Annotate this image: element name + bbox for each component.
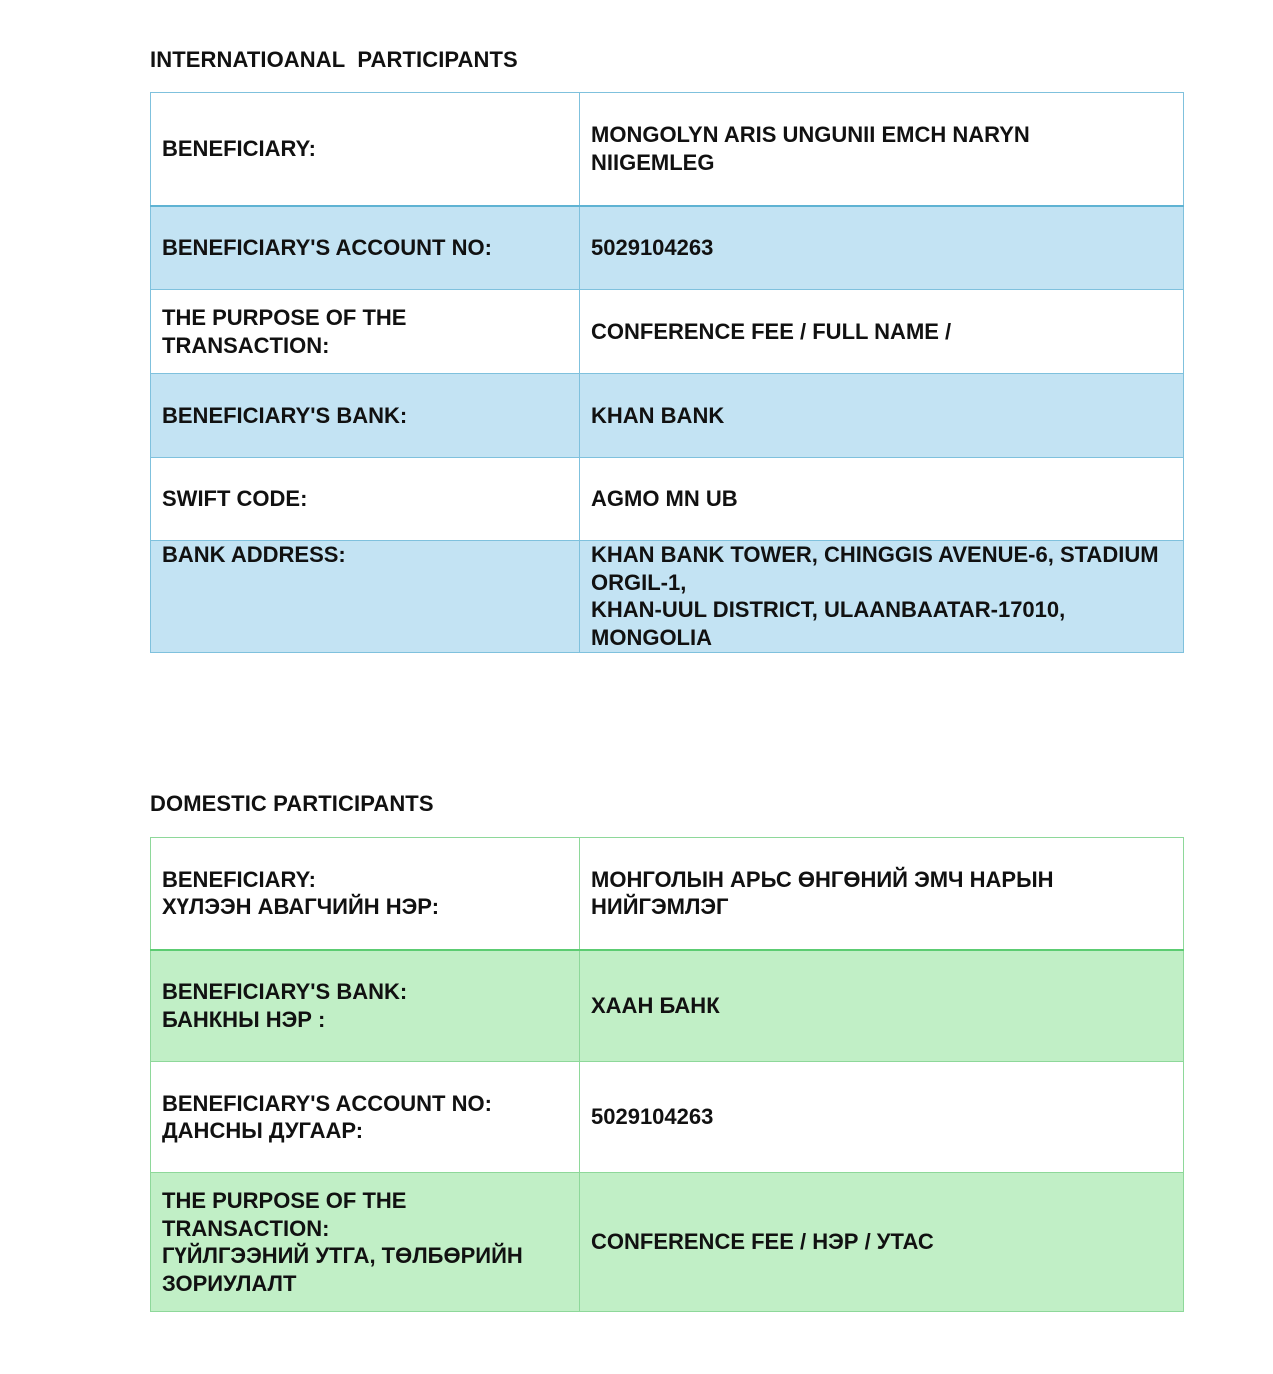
- table-row-swift-code: [151, 458, 1184, 541]
- account-no-value: 5029104263: [580, 206, 1184, 290]
- bank-label: BENEFICIARY'S BANK:: [151, 374, 580, 458]
- table-row-account-no: [151, 1062, 1184, 1173]
- purpose-label: THE PURPOSE OF THE TRANSACTION: ГҮЙЛГЭЭНИЙ УТГА, ТӨЛБӨРИЙН ЗОРИУЛАЛТ: [151, 1173, 580, 1312]
- beneficiary-value: MONGOLYN ARIS UNGUNII EMCH NARYN NIIGEMLEG: [580, 93, 1184, 206]
- international-section-title: INTERNATIOANAL PARTICIPANTS: [150, 47, 518, 72]
- account-no-label: BENEFICIARY'S ACCOUNT NO: ДАНСНЫ ДУГААР:: [151, 1062, 580, 1173]
- table-row-purpose: [151, 1173, 1184, 1312]
- swift-code-value: AGMO MN UB: [580, 458, 1184, 541]
- bank-address-label: BANK ADDRESS:: [151, 541, 580, 653]
- international-payment-table: [150, 92, 1184, 653]
- beneficiary-value: МОНГОЛЫН АРЬС ӨНГӨНИЙ ЭМЧ НАРЫН НИЙГЭМЛЭГ: [580, 838, 1184, 950]
- table-row-bank-address: [151, 541, 1184, 653]
- domestic-payment-table: [150, 837, 1184, 1312]
- table-row-purpose: [151, 290, 1184, 374]
- bank-label: BENEFICIARY'S BANK: БАНКНЫ НЭР :: [151, 950, 580, 1062]
- table-row-bank: [151, 374, 1184, 458]
- beneficiary-label: BENEFICIARY: ХҮЛЭЭН АВАГЧИЙН НЭР:: [151, 838, 580, 950]
- bank-address-value: KHAN BANK TOWER, CHINGGIS AVENUE-6, STADIUM ORGIL-1, KHAN-UUL DISTRICT, ULAANBAATAR-17010, MONGOLIA: [580, 541, 1184, 653]
- table-row-beneficiary: [151, 93, 1184, 206]
- bank-value: KHAN BANK: [580, 374, 1184, 458]
- account-no-label: BENEFICIARY'S ACCOUNT NO:: [151, 206, 580, 290]
- table-row-bank: [151, 950, 1184, 1062]
- swift-code-label: SWIFT CODE:: [151, 458, 580, 541]
- bank-value: ХААН БАНК: [580, 950, 1184, 1062]
- purpose-value: CONFERENCE FEE / FULL NAME /: [580, 290, 1184, 374]
- table-row-beneficiary: [151, 838, 1184, 950]
- domestic-section-title: DOMESTIC PARTICIPANTS: [150, 791, 434, 816]
- table-row-account-no: [151, 206, 1184, 290]
- beneficiary-label: BENEFICIARY:: [151, 93, 580, 206]
- purpose-value: CONFERENCE FEE / НЭР / УТАС: [580, 1173, 1184, 1312]
- purpose-label: THE PURPOSE OF THE TRANSACTION:: [151, 290, 580, 374]
- account-no-value: 5029104263: [580, 1062, 1184, 1173]
